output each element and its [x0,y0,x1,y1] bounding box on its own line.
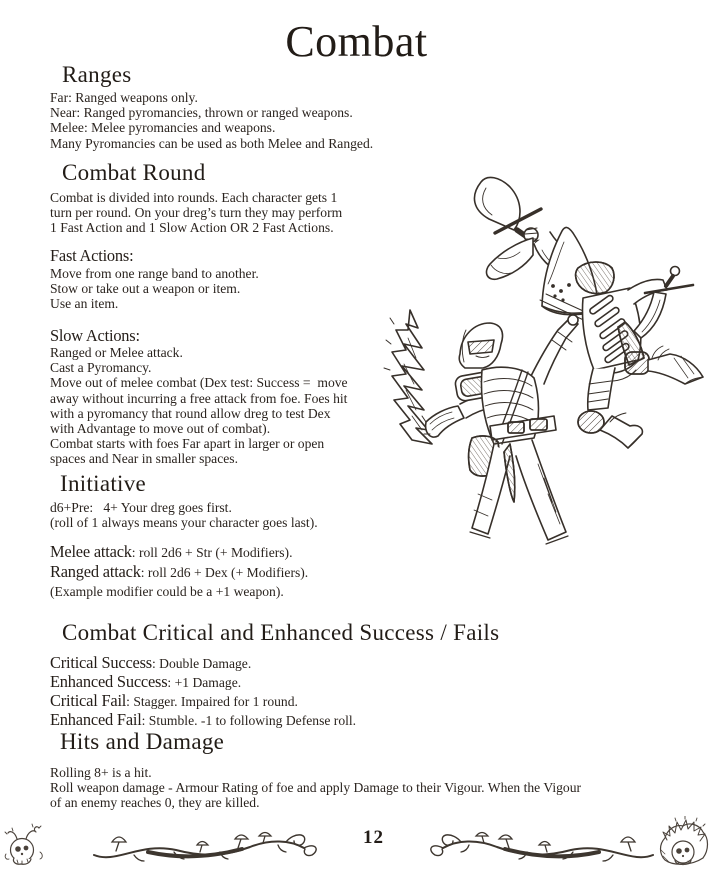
text-line: Combat is divided into rounds. Each character gets 1 [50,190,338,205]
text-line: Many Pyromancies can be used as both Melee and Ranged. [50,135,374,151]
attack-rolls-text [50,542,308,601]
text-line: 1 Fast Action and 1 Slow Action OR 2 Fast Actions. [50,220,334,236]
mushroom-vine-divider [424,828,659,868]
text-line: Move from one range band to another. [50,266,259,281]
text-line: Stow or take out a weapon or item. [50,281,241,297]
text-line [50,711,356,730]
text-line: Ranged or Melee attack. [50,345,183,360]
text-line [50,542,308,562]
text-span: : +1 Damage. [167,675,242,690]
leadin-label: Slow Actions: [50,326,140,345]
initiative-text [50,500,318,530]
section-heading-hits: Hits and Damage [60,729,225,754]
text-span: : Stumble. -1 to following Defense roll. [141,713,357,728]
text-line: Rolling 8+ is a hit. [50,765,152,780]
leadin-label: Critical Fail [50,691,127,710]
hits-text [50,765,581,811]
leadin-label: Critical Success [50,653,152,672]
text-line: d6+Pre: 4+ Your dreg goes first. [50,500,232,515]
section-heading-ranges: Ranges [62,62,132,87]
ranges-text [50,90,373,151]
text-line: Use an item. [50,296,119,312]
text-line: Move out of melee combat (Dex test: Success = move [50,375,348,391]
text-span: : roll 2d6 + Dex (+ Modifiers). [140,565,309,580]
text-line: Combat starts with foes Far apart in larger or open [50,436,325,452]
section-heading-initiative: Initiative [60,471,147,496]
leadin-label: Fast Actions: [50,246,134,265]
text-line: (Example modifier could be a +1 weapon). [50,584,284,599]
fast-actions-label [50,246,133,266]
combat-round-text [50,190,342,236]
text-line: of an enemy reaches 0, they are killed. [50,795,260,811]
text-line: with Advantage to move out of combat). [50,421,271,437]
text-line: Roll weapon damage - Armour Rating of foe and apply Damage to their Vigour. When the Vigour [50,780,582,796]
text-line: Melee: Melee pyromancies and weapons. [50,120,276,136]
slow-actions-label [50,326,140,346]
section-heading-crit: Combat Critical and Enhanced Success / Fails [62,620,500,645]
text-line: (roll of 1 always means your character goes last). [50,515,318,531]
slow-actions-text [50,345,348,467]
section-heading-combat-round: Combat Round [62,160,206,185]
flaming-skull-icon [655,816,712,870]
text-span: : roll 2d6 + Str (+ Modifiers). [131,545,293,560]
text-line: Far: Ranged weapons only. [50,90,198,105]
text-span: : Double Damage. [151,656,252,671]
leadin-label: Enhanced Fail [50,710,142,729]
text-line: Near: Ranged pyromancies, thrown or ranged weapons. [50,105,353,121]
leadin-label: Enhanced Success [50,672,168,691]
text-line: Cast a Pyromancy. [50,360,152,376]
leadin-label: Ranged attack [50,562,141,581]
fast-actions-text [50,266,259,312]
dreg-fighting-knight-illustration [382,172,713,550]
text-line [50,692,356,711]
crit-text [50,654,356,730]
text-line [50,673,356,692]
page-number: 12 [363,827,384,848]
text-line: away without incurring a free attack from foe. Foes hit [50,390,348,406]
text-line: spaces and Near in smaller spaces. [50,451,238,467]
sprouting-skull-icon [2,822,46,868]
leadin-label: Melee attack [50,542,132,561]
text-line: turn per round. On your dreg’s turn they may perform [50,205,343,221]
page-title: Combat [285,17,428,66]
text-line [50,562,308,582]
text-span: : Stagger. Impaired for 1 round. [126,694,298,709]
text-line: with a pyromancy that round allow dreg to test Dex [50,405,331,421]
text-line [50,654,356,673]
mushroom-vine-divider [88,828,323,868]
